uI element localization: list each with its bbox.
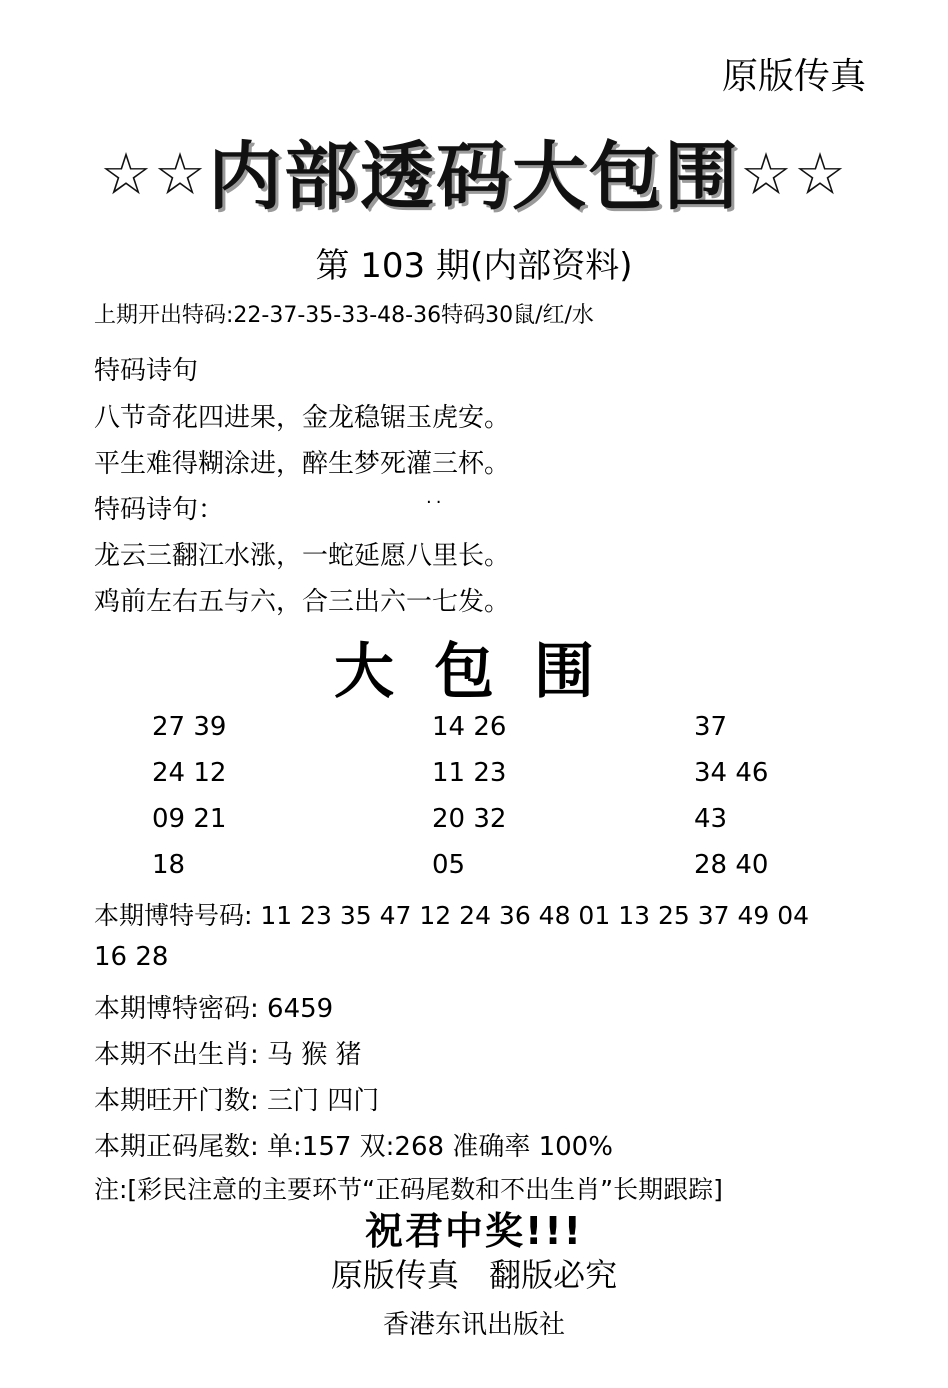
- publisher-name: 香港东讯出版社: [382, 1310, 565, 1340]
- grid-cell: 34 46: [694, 758, 769, 788]
- poem2-line2: 鸡前左右五与六，合三出六一七发。: [94, 587, 511, 617]
- dabaowei-heading: 大包围: [334, 637, 634, 707]
- bu-chu-shengxiao: 本期不出生肖: 马 猴 猪: [94, 1040, 362, 1070]
- grid-cell: 37: [694, 712, 728, 742]
- grid-cell: 27 39: [152, 712, 227, 742]
- title-text: 内部透码大包围: [208, 134, 740, 220]
- grid-cell: 18: [152, 850, 186, 880]
- decorative-dots: ··: [426, 492, 446, 513]
- grid-cell: 05: [432, 850, 466, 880]
- fax-notice: 原版传真 翻版必究: [330, 1256, 618, 1294]
- bote-haoma-line2: 16 28: [94, 942, 169, 972]
- zhengma-weishu: 本期正码尾数: 单:157 双:268 准确率 100%: [94, 1132, 613, 1162]
- grid-cell: 28 40: [694, 850, 769, 880]
- grid-cell: 14 26: [432, 712, 507, 742]
- original-fax-stamp: 原版传真: [721, 56, 866, 97]
- poem1-line2: 平生难得糊涂进，醉生梦死灌三杯。: [94, 449, 511, 479]
- bote-mima: 本期博特密码: 6459: [94, 994, 334, 1024]
- star-icons-left: ☆☆: [100, 140, 208, 208]
- bote-haoma-line1: 本期博特号码: 11 23 35 47 12 24 36 48 01 13 25 37 49 04: [94, 901, 810, 930]
- wang-kai-menshu: 本期旺开门数: 三门 四门: [94, 1086, 380, 1116]
- grid-cell: 11 23: [432, 758, 507, 788]
- poem1-heading: 特码诗句: [94, 356, 199, 386]
- grid-cell: 09 21: [152, 804, 227, 834]
- poem2-heading: 特码诗句：: [94, 495, 225, 525]
- congrats-text: 祝君中奖!!!: [365, 1209, 583, 1253]
- poem2-line1: 龙云三翻江水涨，一蛇延愿八里长。: [94, 541, 511, 571]
- last-result: 上期开出特码:22-37-35-33-48-36特码30鼠/红/水: [94, 303, 594, 328]
- grid-cell: 43: [694, 804, 728, 834]
- note-line: 注:[彩民注意的主要环节“正码尾数和不出生肖”长期跟踪]: [94, 1175, 723, 1204]
- grid-cell: 24 12: [152, 758, 227, 788]
- issue-number: 第 103 期(内部资料): [315, 246, 633, 286]
- page-title: [0, 118, 948, 224]
- grid-cell: 20 32: [432, 804, 507, 834]
- poem1-line1: 八节奇花四进果，金龙稳锯玉虎安。: [94, 403, 511, 433]
- star-icons-right: ☆☆: [740, 140, 848, 208]
